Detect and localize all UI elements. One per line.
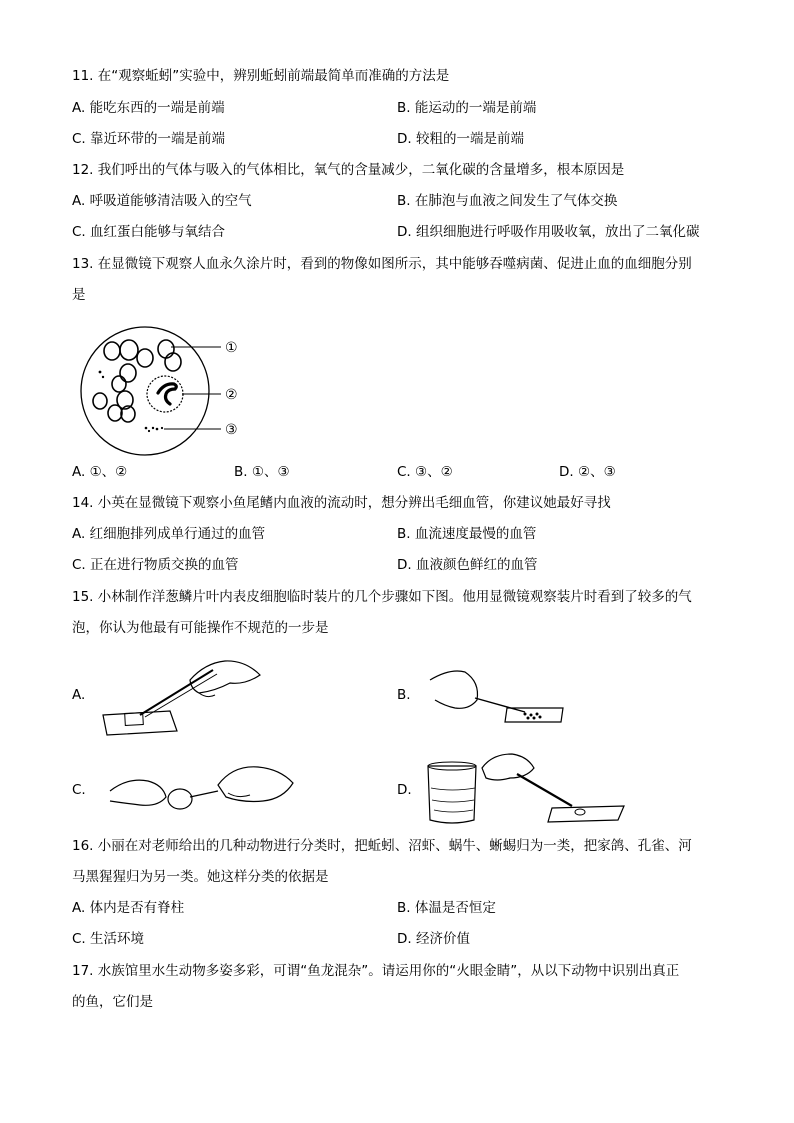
q17-stem-line2: 的鱼，它们是 (72, 994, 153, 1010)
q14-option-c[interactable]: C. 正在进行物质交换的血管 (72, 557, 239, 573)
label-1: ① (225, 340, 238, 356)
q14-stem: 14. 小英在显微镜下观察小鱼尾鳍内血液的流动时，想分辨出毛细血管，你建议她最好寻找 (72, 495, 611, 511)
q15-stem-line2: 泡，你认为他最有可能操作不规范的一步是 (72, 620, 329, 636)
q13-stem-line2: 是 (72, 287, 86, 303)
step-c-coverslip-figure (108, 755, 298, 825)
q15-stem-line1: 15. 小林制作洋葱鳞片叶内表皮细胞临时装片的几个步骤如下图。他用显微镜观察装片时看到了较多的气 (72, 589, 692, 605)
step-b-tweezer-figure (425, 660, 570, 735)
q12-option-b[interactable]: B. 在肺泡与血液之间发生了气体交换 (397, 193, 618, 209)
q17-stem-line1: 17. 水族馆里水生动物多姿多彩，可谓“鱼龙混杂”。请运用你的“火眼金睛”，从以下动物中识别出真正 (72, 963, 680, 979)
q16-option-c[interactable]: C. 生活环境 (72, 931, 145, 947)
q16-option-a[interactable]: A. 体内是否有脊柱 (72, 900, 185, 916)
q13-option-b[interactable]: B. ①、③ (234, 464, 290, 480)
q15-option-d[interactable]: D. (397, 782, 412, 798)
q15-option-c[interactable]: C. (72, 782, 86, 798)
q14-option-a[interactable]: A. 红细胞排列成单行通过的血管 (72, 526, 266, 542)
q12-option-c[interactable]: C. 血红蛋白能够与氧结合 (72, 224, 226, 240)
q16-option-b[interactable]: B. 体温是否恒定 (397, 900, 496, 916)
q11-stem: 11. 在“观察蚯蚓”实验中，辨别蚯蚓前端最简单而准确的方法是 (72, 68, 450, 84)
blood-smear-figure (78, 320, 258, 460)
q15-option-b[interactable]: B. (397, 687, 411, 703)
q16-stem-line2: 马黑猩猩归为另一类。她这样分类的依据是 (72, 869, 329, 885)
step-a-dropper-figure (95, 655, 265, 745)
q16-option-d[interactable]: D. 经济价值 (397, 931, 470, 947)
label-3: ③ (225, 422, 238, 438)
q12-stem: 12. 我们呼出的气体与吸入的气体相比，氧气的含量减少，二氧化碳的含量增多，根本原因是 (72, 162, 625, 178)
q14-option-d[interactable]: D. 血液颜色鲜红的血管 (397, 557, 538, 573)
q13-stem-line1: 13. 在显微镜下观察人血永久涂片时，看到的物像如图所示，其中能够吞噬病菌、促进止血的血细胞分别 (72, 256, 692, 272)
q13-option-a[interactable]: A. ①、② (72, 464, 128, 480)
q11-option-a[interactable]: A. 能吃东西的一端是前端 (72, 100, 225, 116)
q14-option-b[interactable]: B. 血流速度最慢的血管 (397, 526, 537, 542)
q11-option-d[interactable]: D. 较粗的一端是前端 (397, 131, 524, 147)
q13-option-d[interactable]: D. ②、③ (559, 464, 616, 480)
step-d-beaker-figure (422, 748, 627, 828)
q13-option-c[interactable]: C. ③、② (397, 464, 453, 480)
q16-stem-line1: 16. 小丽在对老师给出的几种动物进行分类时，把蚯蚓、沼虾、蜗牛、蜥蜴归为一类，把家鸽、孔雀、河 (72, 838, 692, 854)
q12-option-d[interactable]: D. 组织细胞进行呼吸作用吸收氧，放出了二氧化碳 (397, 224, 700, 240)
label-2: ② (225, 387, 238, 403)
q12-option-a[interactable]: A. 呼吸道能够清洁吸入的空气 (72, 193, 252, 209)
q15-option-a[interactable]: A. (72, 687, 86, 703)
q11-option-b[interactable]: B. 能运动的一端是前端 (397, 100, 537, 116)
q11-option-c[interactable]: C. 靠近环带的一端是前端 (72, 131, 226, 147)
